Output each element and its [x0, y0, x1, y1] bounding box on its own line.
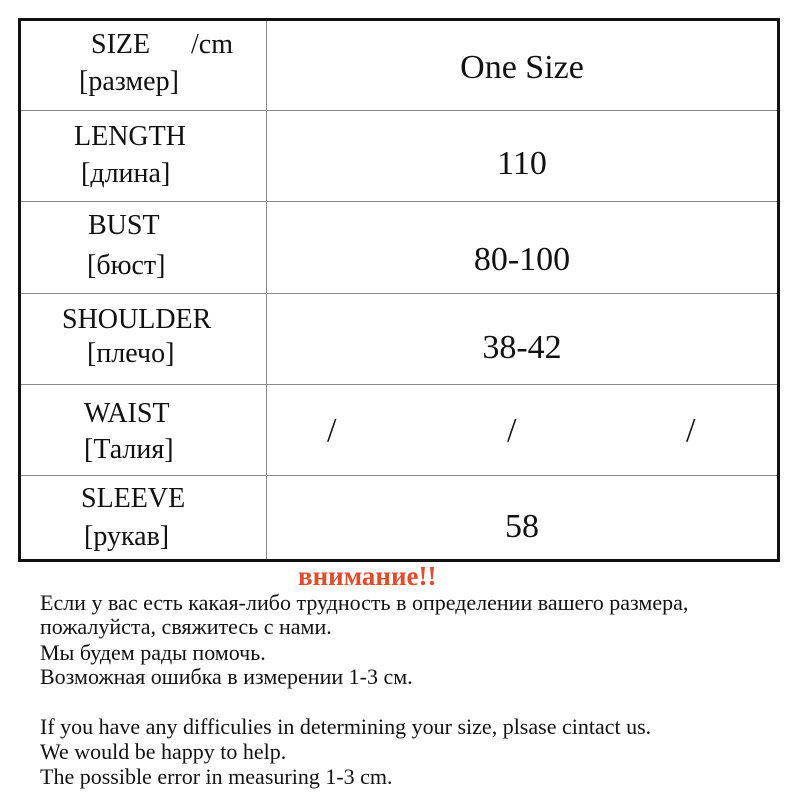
table-row-waist — [21, 385, 777, 475]
waist-label-ru: [Талия] — [84, 434, 174, 465]
bust-value: 80-100 — [473, 241, 571, 278]
size-unit: /cm — [191, 29, 233, 60]
note-ru-2: пожалуйста, свяжитесь с нами. — [40, 614, 332, 639]
attention-notice: внимание!! — [298, 561, 437, 591]
note-en-2: We would be happy to help. — [40, 739, 287, 764]
waist-label: WAIST — [84, 398, 170, 429]
bust-label-ru: [бюст] — [87, 250, 166, 281]
shoulder-value: 38-42 — [482, 329, 562, 366]
sleeve-label: SLEEVE — [81, 483, 186, 514]
table-row-size — [21, 21, 777, 110]
sleeve-label-ru: [рукав] — [84, 521, 170, 552]
bust-label: BUST — [88, 210, 160, 241]
waist-value-1: / — [327, 412, 337, 449]
note-ru-3: Мы будем рады помочь. — [40, 640, 266, 665]
length-value: 110 — [497, 145, 547, 182]
table-row-shoulder — [21, 294, 777, 384]
sleeve-value: 58 — [505, 508, 539, 545]
note-ru-1: Если у вас есть какая-либо трудность в определении вашего размера, — [40, 590, 689, 615]
length-label-ru: [длина] — [81, 158, 171, 189]
table-row-bust — [21, 202, 777, 292]
table-row-length — [21, 111, 777, 200]
note-ru-4: Возможная ошибка в измерении 1-3 см. — [40, 664, 413, 689]
size-table — [18, 18, 780, 562]
shoulder-label-ru: [плечо] — [87, 338, 175, 369]
table-row-sleeve — [21, 476, 777, 559]
length-label: LENGTH — [74, 121, 186, 152]
shoulder-label: SHOULDER — [62, 304, 212, 335]
size-value: One Size — [460, 49, 584, 86]
waist-value-3: / — [686, 412, 696, 449]
size-label: SIZE — [91, 29, 151, 60]
waist-value-2: / — [507, 412, 517, 449]
note-en-1: If you have any difficulies in determining your size, plsase cintact us. — [40, 714, 652, 739]
note-en-3: The possible error in measuring 1-3 cm. — [40, 764, 393, 789]
size-label-ru: [размер] — [79, 66, 179, 97]
